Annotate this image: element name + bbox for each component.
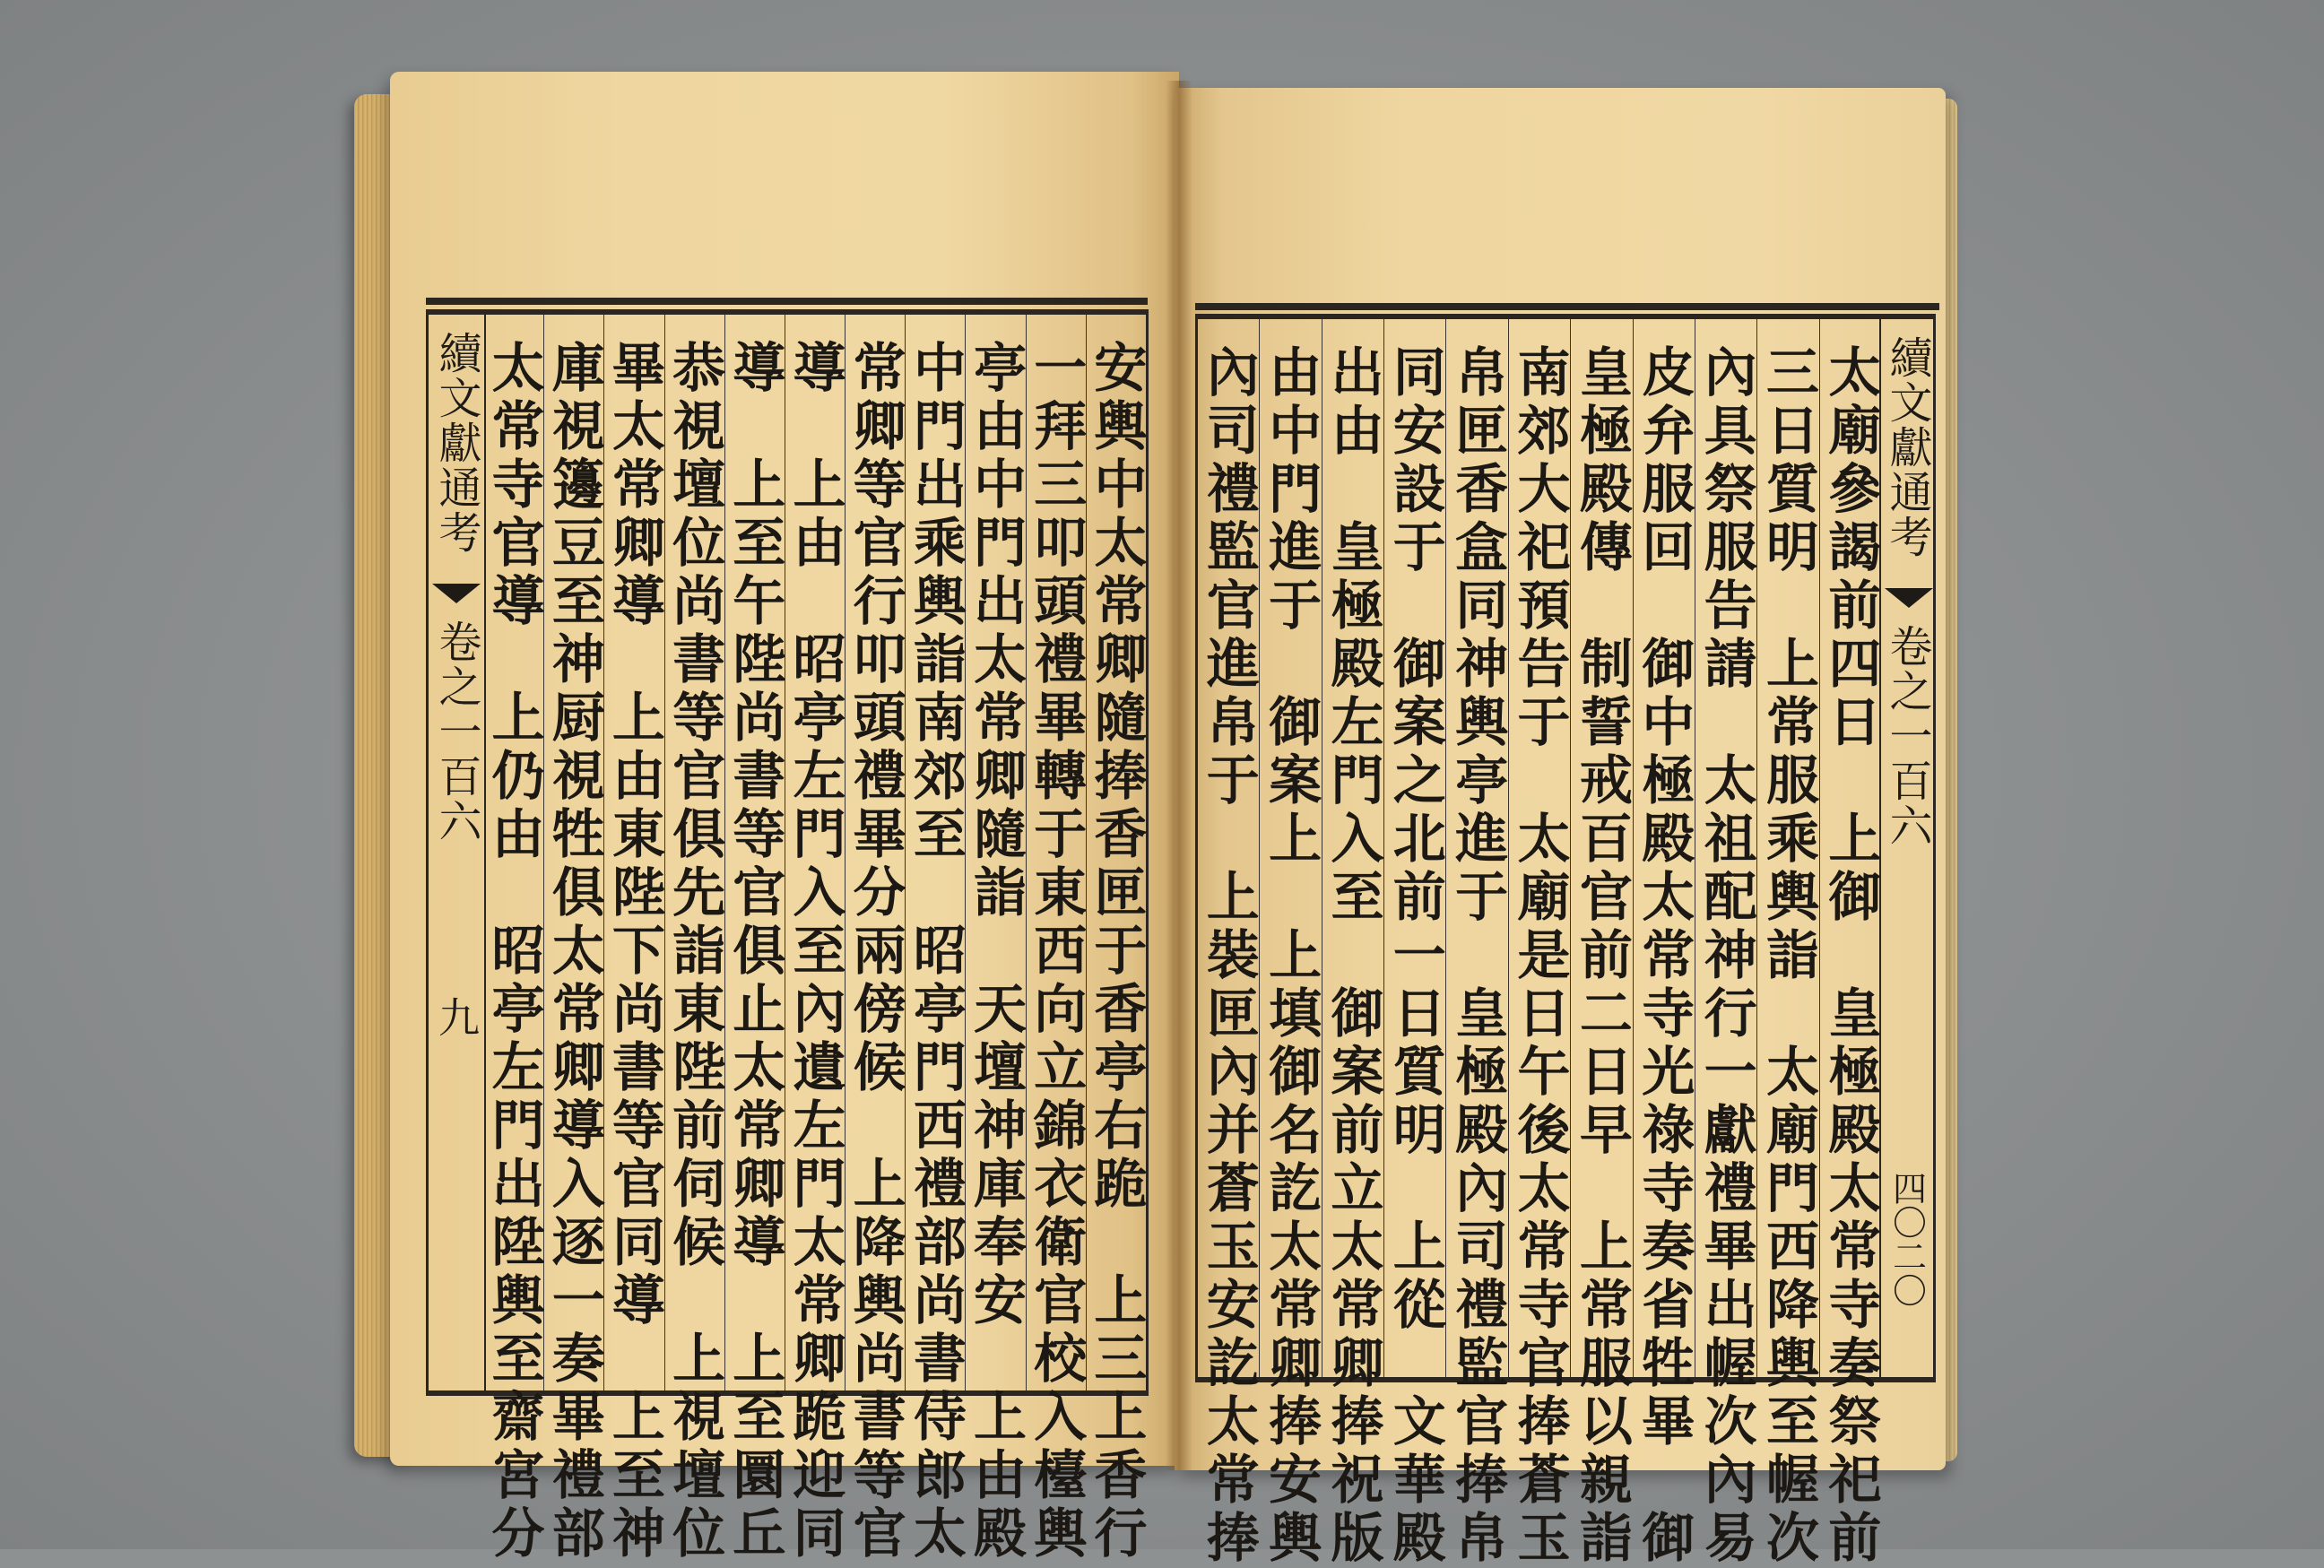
text-column bbox=[784, 315, 846, 1564]
left-margin-volume: 卷之一百六 bbox=[431, 619, 481, 844]
column-text: 導 上由 昭亭左門入至內遺左門太常卿跪迎同 bbox=[784, 340, 846, 1564]
text-column bbox=[663, 315, 726, 1564]
column-text: 同安設于 御案之北前一日質明 上從 文華殿 bbox=[1383, 344, 1446, 1568]
right-margin-page-number: 四〇二〇 bbox=[1886, 1171, 1927, 1307]
left-fish-tail-mark bbox=[432, 584, 481, 603]
right-text-columns bbox=[1197, 319, 1882, 1568]
text-column bbox=[1085, 315, 1148, 1564]
column-text: 安輿中太常卿隨捧香匣于香亭右跪 上三上香行 bbox=[1085, 340, 1148, 1564]
text-column bbox=[1633, 319, 1695, 1568]
column-text: 內司禮監官進帛于 上裝匣內并蒼玉安訖太常捧 bbox=[1197, 344, 1260, 1568]
text-column bbox=[1695, 319, 1757, 1568]
left-print-frame bbox=[426, 309, 1149, 1564]
column-text: 中門出乘輿詣南郊至 昭亭門西禮部尚書侍郎太 bbox=[904, 340, 967, 1564]
text-column bbox=[965, 315, 1028, 1564]
text-column bbox=[1025, 315, 1088, 1564]
column-text: 恭視壇位尚書等官俱先詣東陛前伺候 上視壇位 bbox=[663, 340, 726, 1564]
text-column bbox=[1197, 319, 1260, 1568]
right-top-rule bbox=[1195, 303, 1939, 310]
right-print-frame bbox=[1195, 314, 1936, 1568]
text-column bbox=[1756, 319, 1819, 1568]
column-text: 太常寺官導 上仍由 昭亭左門出陞輿至齋宮分 bbox=[482, 340, 545, 1564]
column-text: 內具祭服告請 太祖配神行一獻禮畢出幄次內易 bbox=[1695, 344, 1757, 1568]
column-text: 庫視籩豆至神厨視牲俱太常卿導入逐一奏畢禮部 bbox=[542, 340, 605, 1564]
column-text: 一拜三叩頭禮畢轉于東西向立錦衣衛官校入檯輿 bbox=[1025, 340, 1088, 1564]
text-column bbox=[603, 315, 665, 1564]
text-column bbox=[542, 315, 605, 1564]
column-text: 亭由中門出太常卿隨詣 天壇神庫奉安 上由殿 bbox=[965, 340, 1028, 1564]
left-top-rule bbox=[426, 298, 1148, 305]
text-column bbox=[482, 315, 545, 1564]
text-column bbox=[1259, 319, 1322, 1568]
open-book bbox=[354, 63, 1959, 1568]
left-text-columns bbox=[482, 315, 1148, 1564]
text-column bbox=[1570, 319, 1633, 1568]
text-column bbox=[1508, 319, 1571, 1568]
left-margin-page-number: 九 bbox=[432, 996, 481, 1037]
text-column bbox=[1445, 319, 1509, 1568]
column-text: 帛匣香盒同神輿亭進于 皇極殿內司禮監官捧帛 bbox=[1446, 344, 1509, 1568]
column-text: 常卿等官行叩頭禮畢分兩傍候 上降輿尚書等官 bbox=[844, 340, 906, 1564]
text-column bbox=[724, 315, 786, 1564]
right-margin-volume: 卷之一百六 bbox=[1882, 624, 1932, 848]
book-gutter bbox=[1166, 81, 1192, 1470]
column-text: 皇極殿傳 制誓戒百官前二日早 上常服以親詣 bbox=[1570, 344, 1633, 1568]
left-margin-column bbox=[429, 315, 486, 1390]
column-text: 畢太常卿導 上由東陛下尚書等官同導 上至神 bbox=[603, 340, 665, 1564]
column-text: 三日質明 上常服乘輿詣 太廟門西降輿至幄次 bbox=[1756, 344, 1819, 1568]
right-fish-tail-mark bbox=[1885, 588, 1933, 608]
column-text: 南郊大祀預告于 太廟是日午後太常寺官捧蒼玉 bbox=[1508, 344, 1571, 1568]
text-column bbox=[844, 315, 906, 1564]
column-text: 導 上至午陛尚書等官俱止太常卿導 上至圜丘 bbox=[724, 340, 786, 1564]
text-column bbox=[1322, 319, 1384, 1568]
text-column bbox=[1819, 319, 1882, 1568]
column-text: 皮弁服回 御中極殿太常寺光祿寺奏省牲畢 御 bbox=[1633, 344, 1695, 1568]
text-column bbox=[1383, 319, 1446, 1568]
column-text: 由中門進于 御案上 上填御名訖太常卿捧安輿 bbox=[1260, 344, 1322, 1568]
column-text: 太廟參謁前四日 上御 皇極殿太常寺奏祭祀前 bbox=[1819, 344, 1882, 1568]
column-text: 出由 皇極殿左門入至 御案前立太常卿捧祝版 bbox=[1322, 344, 1384, 1568]
right-margin-title: 續文獻通考 bbox=[1882, 335, 1932, 559]
right-margin-column bbox=[1879, 319, 1933, 1377]
left-margin-title: 續文獻通考 bbox=[431, 331, 481, 555]
text-column bbox=[904, 315, 967, 1564]
